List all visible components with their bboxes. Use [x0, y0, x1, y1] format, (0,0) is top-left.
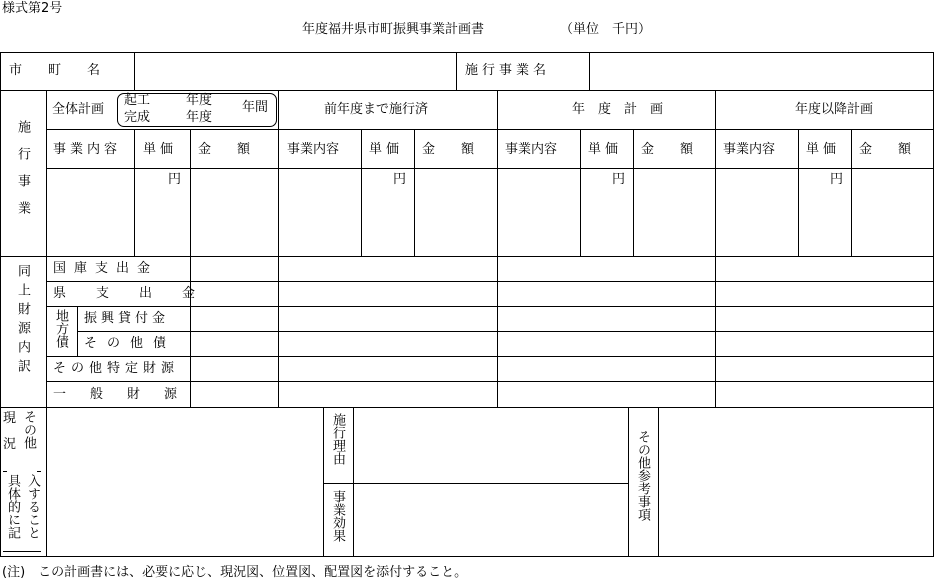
reference-field[interactable]: [660, 409, 931, 554]
prev-year-label: 前年度まで施行済: [324, 102, 429, 117]
project-name-field[interactable]: [591, 54, 931, 89]
rule: [0, 90, 934, 91]
rule: [798, 129, 799, 257]
content-header: 事業内容: [287, 142, 340, 157]
rule: [77, 331, 934, 332]
finance-side-label: 同上財源内訳: [15, 264, 30, 378]
yen-unit: 円: [612, 172, 626, 187]
local-bond-label: 地方債: [53, 309, 68, 348]
amount-header: 金 額: [641, 142, 694, 157]
effect-label: 事業効果: [330, 490, 345, 542]
rule: [0, 256, 934, 257]
prefecture-label: 県支出金: [53, 286, 226, 301]
unit-price-header: 単価: [369, 142, 404, 157]
this-year-label: 年 度 計 画: [572, 102, 664, 117]
national-label: 国庫支出金: [53, 261, 159, 276]
rule: [46, 306, 934, 307]
document-title: 年度福井県市町振興事業計画書: [302, 22, 485, 37]
after-year-label: 年度以降計画: [795, 102, 874, 117]
paren-note-label: 入すること: [25, 474, 40, 539]
other-label: その他: [21, 410, 36, 449]
content-header: 事業内容: [53, 142, 122, 157]
city-name-field[interactable]: [136, 54, 454, 89]
rule: [46, 281, 934, 282]
yen-unit: 円: [830, 172, 844, 187]
content-header: 事業内容: [505, 142, 558, 157]
footnote: (注) この計画書には、必要に応じ、現況図、位置図、配置図を添付すること。: [2, 565, 468, 580]
other-bond-label: その他債: [84, 336, 177, 351]
rule: [46, 168, 934, 169]
rule: [37, 471, 41, 472]
yen-unit: 円: [168, 172, 182, 187]
rule: [46, 356, 934, 357]
rule: [77, 306, 78, 357]
amount-header: 金 額: [198, 142, 251, 157]
current-label-2: 況: [3, 437, 17, 452]
rule: [0, 52, 934, 53]
rule: [497, 90, 498, 408]
overall-plan-label: 全体計画: [52, 102, 105, 117]
other-specific-label: その他特定財源: [53, 361, 180, 376]
rule: [456, 52, 457, 91]
rule: [46, 381, 934, 382]
rule: [190, 129, 191, 408]
rule: [323, 483, 628, 484]
unit-price-header: 単価: [806, 142, 841, 157]
rule: [46, 90, 47, 557]
rule: [361, 129, 362, 257]
reason-field[interactable]: [355, 409, 626, 481]
rule: [580, 129, 581, 257]
rule: [46, 129, 934, 130]
rule: [851, 129, 852, 257]
rule: [0, 52, 1, 557]
effect-field[interactable]: [355, 485, 626, 554]
rule: [3, 471, 7, 472]
rule: [658, 407, 659, 557]
rule: [278, 90, 279, 408]
rule: [134, 52, 135, 91]
form-number: 様式第2号: [2, 1, 63, 16]
rule: [715, 90, 716, 408]
amount-header: 金 額: [859, 142, 912, 157]
specific-label: 具体的に記: [5, 474, 20, 539]
rule: [323, 407, 324, 557]
city-name-label: 市 町 名: [9, 63, 101, 78]
promotion-loan-label: 振興貸付金: [84, 311, 170, 326]
rule: [3, 551, 41, 552]
unit-label: （単位 千円）: [560, 22, 652, 37]
rule: [0, 407, 934, 408]
rule: [0, 556, 934, 557]
years-label: 年間: [242, 100, 269, 115]
project-name-label: 施行事業名: [465, 63, 551, 78]
unit-price-header: 単価: [588, 142, 623, 157]
current-status-field[interactable]: [48, 409, 321, 554]
yen-unit: 円: [393, 172, 407, 187]
complete-label: 完成: [124, 110, 151, 125]
rule: [628, 407, 629, 557]
content-header: 事業内容: [723, 142, 776, 157]
reason-label: 施行理由: [330, 413, 345, 465]
start-year-label: 年度: [186, 93, 213, 108]
start-label: 起工: [124, 93, 151, 108]
amount-header: 金 額: [422, 142, 475, 157]
reference-label: その他参考事項: [635, 430, 650, 521]
rule: [414, 129, 415, 257]
rule: [353, 407, 354, 557]
rule: [633, 129, 634, 257]
complete-year-label: 年度: [186, 110, 213, 125]
rule: [589, 52, 590, 91]
unit-price-header: 単価: [143, 142, 178, 157]
general-label: 一般財源: [53, 387, 202, 402]
current-label-1: 現: [3, 411, 17, 426]
project-section-label: 施行事業: [15, 120, 30, 228]
rule: [134, 129, 135, 257]
